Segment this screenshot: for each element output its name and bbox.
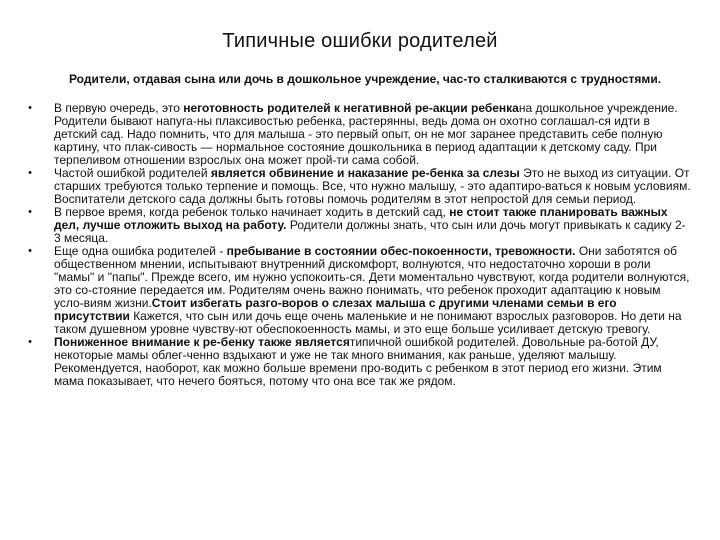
item-emphasis: пребывание в состоянии обес-покоенности, тревожности. [226,244,576,258]
slide-title: Типичные ошибки родителей [222,30,498,52]
item-emphasis: является обвинение и наказание ре-бенка за слезы [210,166,520,180]
item-emphasis: неготовность родителей к негативной ре-акции ребенка [183,101,519,115]
item-text: В первую очередь, это [54,101,184,115]
intro-text: Родители, отдавая сына или дочь в дошкольное учреждение, час-то сталкиваются с трудностями. [68,72,662,86]
list-item [24,167,692,206]
bullet-icon: • [28,167,32,179]
mistakes-list [24,102,692,388]
list-item [24,102,692,167]
item-emphasis: не стоит также планировать важных дел, лучше отложить выход на работу. [54,205,668,232]
item-text: Кажется, что сын или дочь еще очень маленькие и не понимают взрослых разговоров. Но дети на таком душевном уровне чувству-ют обеспокоенность мамы, и это еще больше усиливает детскую тревогу. [54,309,682,336]
item-text: Они заботятся об общественном мнении, испытывают внутренний дискомфорт, волнуются, что недостаточно хороши в роли "мамы" и "папы". Прежде всего, им нужно успокоить-ся. Дети моментально чувствуют, когда родители волнуются, это со-стояние передается им. Родителям очень важно понимать, что ребенок проходит адаптацию к новым усло-виям жизни. [54,244,690,310]
bullet-icon: • [28,102,32,114]
list-item [24,336,692,388]
item-emphasis: Стоит избегать разго-воров о слезах малыша с другими членами семьи в его присутствии [54,296,617,323]
bullet-icon: • [28,206,32,218]
item-text: Родители должны знать, что сын или дочь могут привыкать к садику 2-3 месяца. [54,218,686,245]
item-text: на дошкольное учреждение. Родители бывают напуга-ны плаксивостью ребенка, растерянны, ведь дома он охотно соглашал-ся идти в детский сад. Надо помнить, что для малыша - это первый опыт, он не мог заранее представить себе полную картину, что плак-сивость — нормальное состояние дошкольника в период адаптации к детскому саду. При терпеливом отношении взрослых она может прой-ти сама собой. [54,101,678,167]
item-text: Частой ошибкой родителей [54,166,211,180]
bullet-icon: • [28,336,32,348]
item-text: Это не выход из ситуации. От старших требуются только терпение и помощь. Все, что нужно малышу, - это адаптиро-ваться к новым условиям. Воспитатели детского сада должны быть готовы помочь родителям в этот непростой для семьи период. [54,166,691,206]
bullet-icon: • [28,245,32,257]
item-emphasis: Пониженное внимание к ре-бенку также является [54,335,350,349]
item-text: типичной ошибкой родителей. Довольные ра-ботой ДУ, некоторые мамы облег-ченно вздыхают и уже не так много внимания, как раньше, уделяют малышу. Рекомендуется, наоборот, как можно больше времени про-водить с ребенком в этот период его жизни. Этим мама показывает, что нечего бояться, потому что она все так же рядом. [54,335,662,388]
list-item [24,245,692,336]
list-item [24,206,692,245]
item-text: В первое время, когда ребенок только начинает ходить в детский сад, [54,205,450,219]
item-text: Еще одна ошибка родителей - [54,244,227,258]
